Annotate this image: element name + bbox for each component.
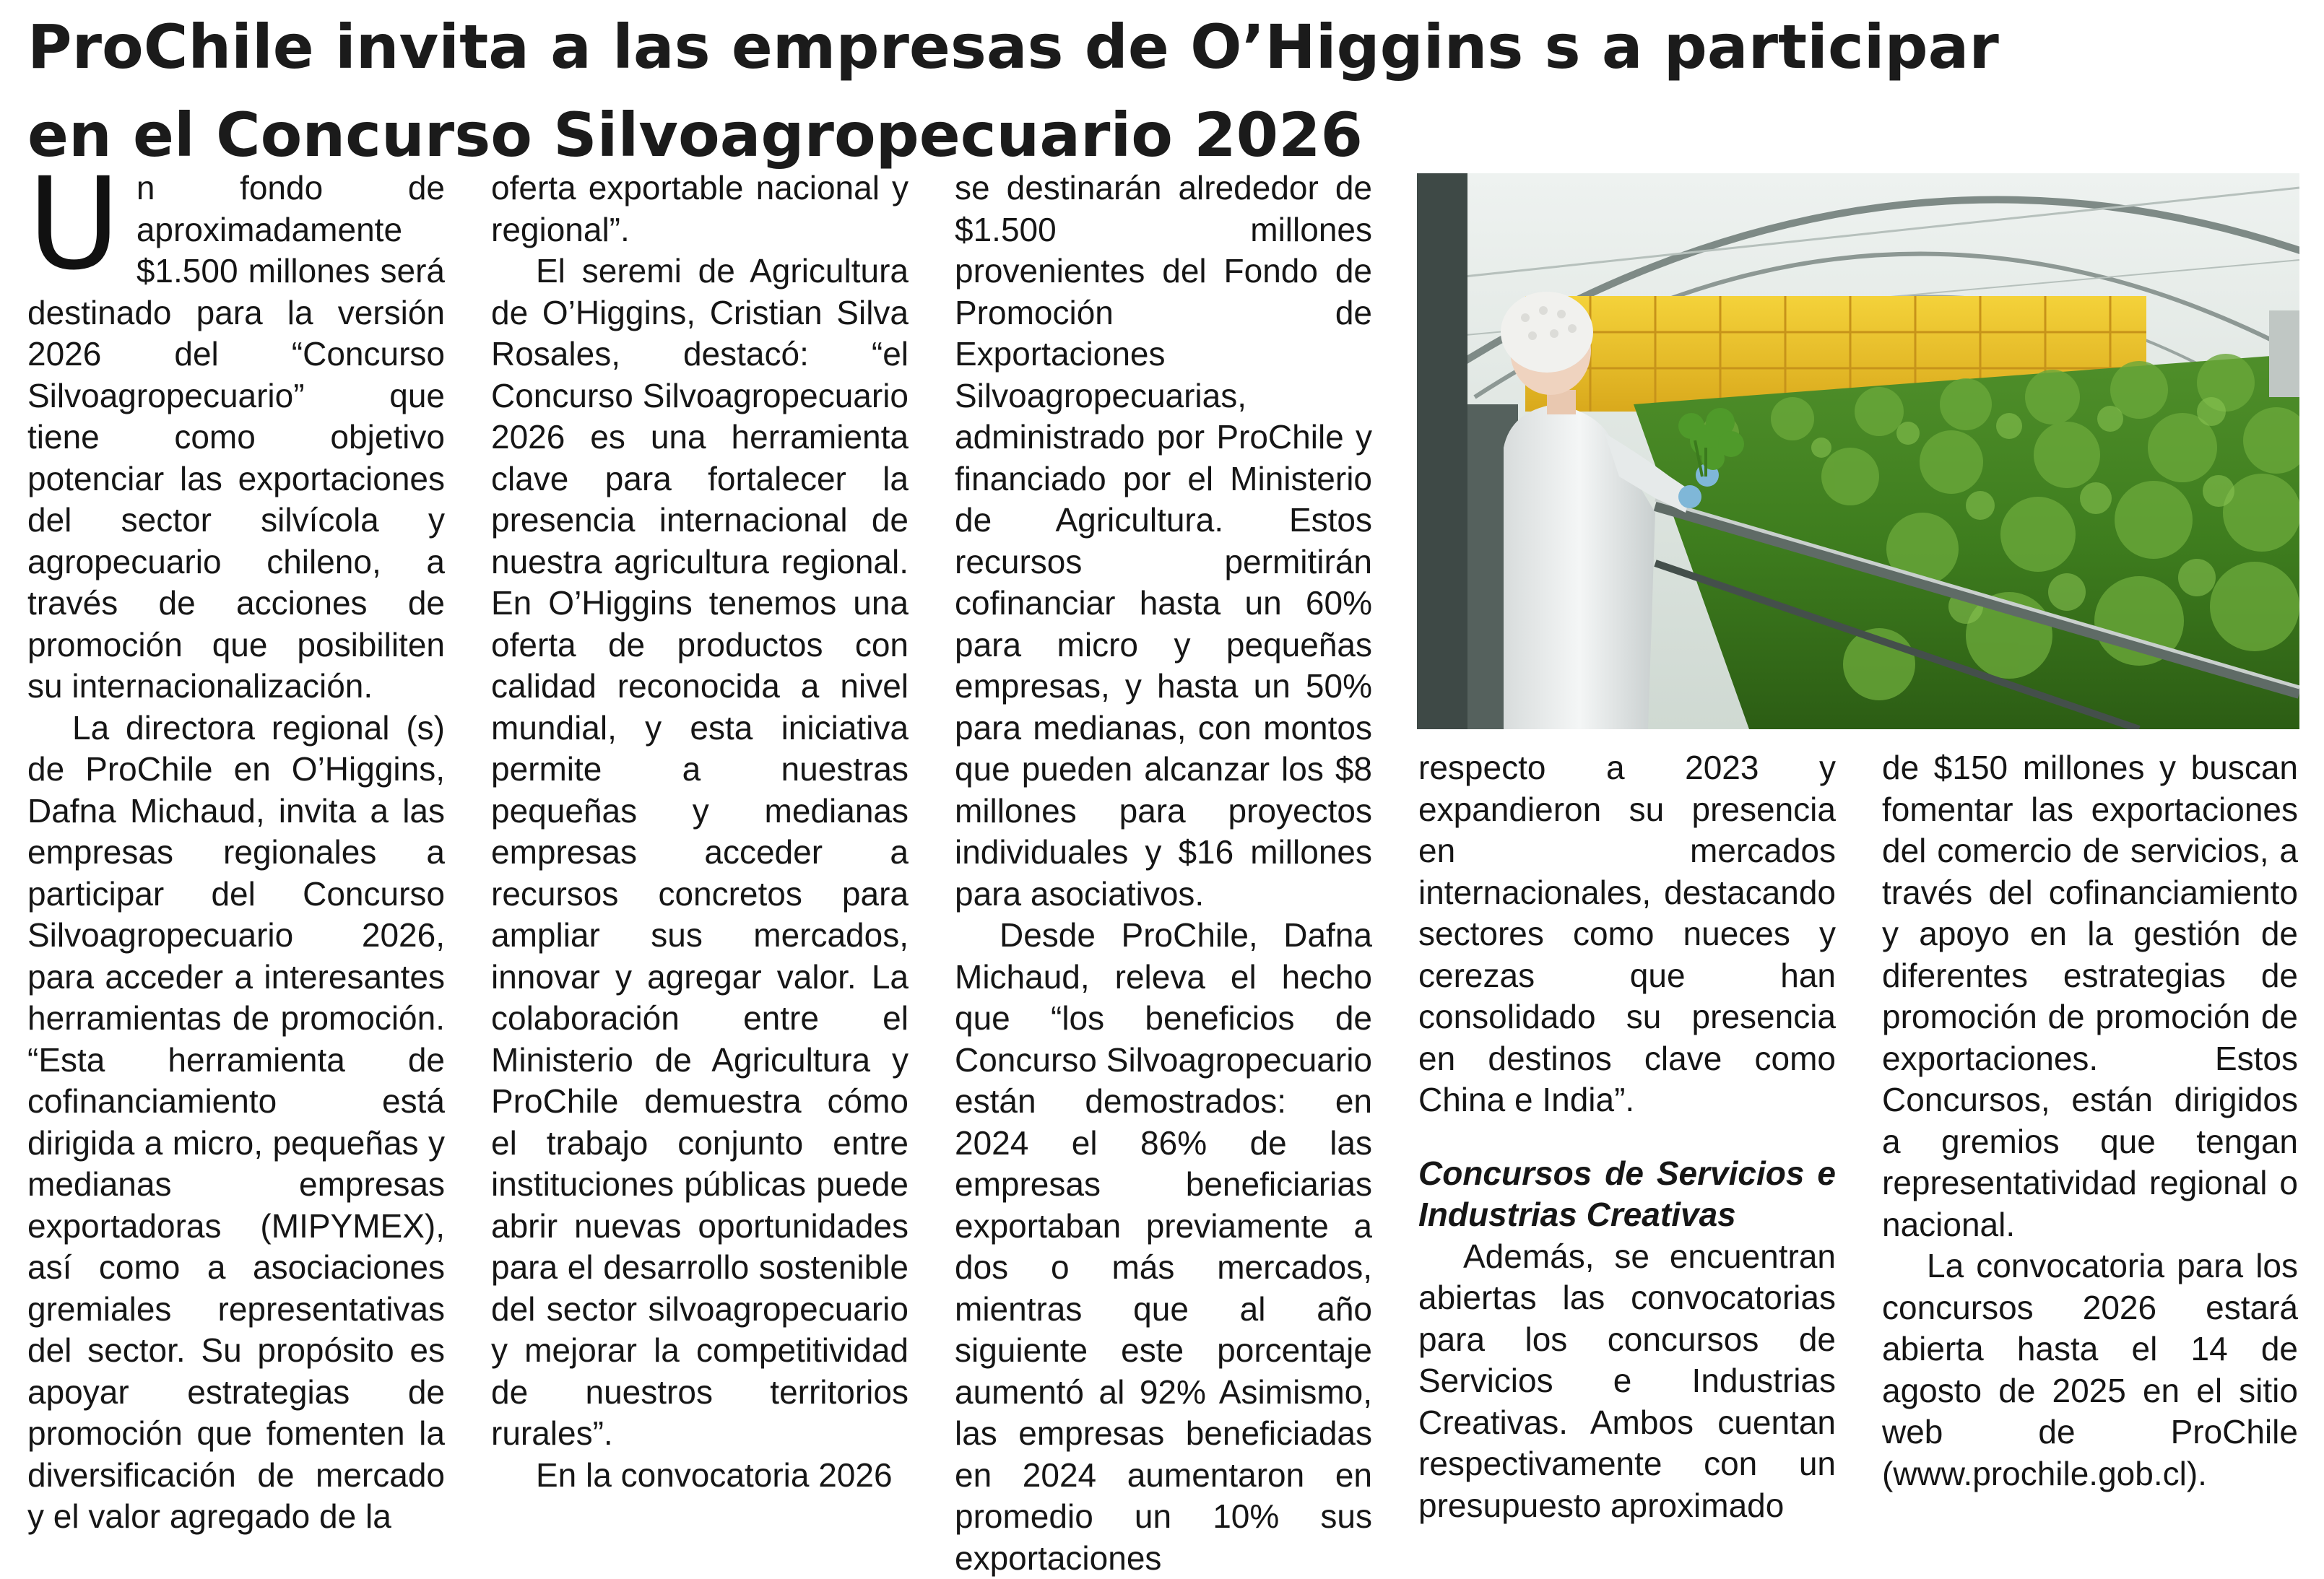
greenhouse-photo [1417,173,2299,729]
paragraph: En la convocatoria 2026 [536,1456,893,1494]
paragraph: Desde ProChile, Dafna Michaud, releva el hecho que “los beneficios de Concurso Silvoagropecuario están demostrados: en 2024 el 86% de las empresas beneficiarias exportaban previamente a dos o más mercados, mientras que al año siguiente este porcentaje aumentó al 92% Asimismo, las empresas beneficiadas en 2024 aumentaron en promedio un 10% sus exportaciones [955,916,1372,1577]
paragraph [27,150,445,708]
text-column-5 [1882,747,2298,1495]
headline-line-1: ProChile invita a las empresas de O’Higgins s a participar [27,12,1999,82]
drop-cap: U [27,150,121,298]
text-column-3 [955,168,1372,1579]
paragraph: La directora regional (s) de ProChile en O’Higgins, Dafna Michaud, invita a las empresas regionales a participar del Concurso Silvoagropecuario 2026, para acceder a interesantes herramientas de promoción. “Esta herramienta de cofinanciamiento está dirigida a micro, pequeñas y medianas empresas exportadoras (MIPYMEX), así como a asociaciones gremiales representativas del sector. Su propósito es apoyar estrategias de promoción que fomenten la diversificación de mercado y el valor agregado de la [27,708,445,1535]
section-subheading: Concursos de Servicios e Industrias Creativas [1418,1154,1836,1233]
paragraph: oferta exportable nacional y regional”. [491,169,909,248]
text-column-2 [491,168,909,1496]
paragraph: Además, se encuentran abiertas las convocatorias para los concursos de Servicios e Industrias Creativas. Ambos cuentan respectivamente con un presupuesto aproximado [1418,1237,1836,1524]
paragraph-text: n fondo de aproximadamente $1.500 millones será destinado para la versión 2026 del “Concurso Silvoagropecuario” que tiene como objetivo potenciar las exportaciones del sector silvícola y agropecuario chileno, a través de acciones de promoción que posibiliten su internacionalización. [27,169,445,705]
paragraph: se destinarán alrededor de $1.500 millones provenientes del Fondo de Promoción de Exportaciones Silvoagropecuarias, administrado por ProChile y financiado por el Ministerio de Agricultura. Estos recursos permitirán cofinanciar hasta un 60% para micro y pequeñas empresas, y hasta un 50% para medianas, con montos que pueden alcanzar los $8 millones para proyectos individuales y $16 millones para asociativos. [955,169,1372,913]
paragraph: El seremi de Agricultura de O’Higgins, Cristian Silva Rosales, destacó: “el Concurso Silvoagropecuario 2026 es una herramienta clave para fortalecer la presencia internacional de nuestra agricultura regional. En O’Higgins tenemos una oferta de productos con calidad reconocida a nivel mundial, y esta iniciativa permite a nuestras pequeñas y medianas empresas acceder a recursos concretos para ampliar sus mercados, innovar y agregar valor. La colaboración entre el Ministerio de Agricultura y ProChile demuestra cómo el trabajo conjunto entre instituciones públicas puede abrir nuevas oportunidades para el desarrollo sostenible del sector silvoagropecuario y mejorar la competitividad de nuestros territorios rurales”. [491,252,909,1452]
paragraph: respecto a 2023 y expandieron su presencia en mercados internacionales, destacando sectores como nueces y cerezas que han consolidado su presencia en destinos clave como China e India”. [1418,749,1836,1118]
greenhouse-illustration [1417,173,2299,729]
article-headline [27,3,1999,179]
paragraph: de $150 millones y buscan fomentar las exportaciones del comercio de servicios, a través del cofinanciamiento y apoyo en la gestión de diferentes estrategias de promoción de promoción de exportaciones. Estos Concursos, están dirigidos a gremios que tengan representatividad regional o nacional. [1882,749,2298,1243]
text-column-4 [1418,747,1836,1526]
headline-line-2: en el Concurso Silvoagropecuario 2026 [27,100,1363,170]
paragraph: La convocatoria para los concursos 2026 estará abierta hasta el 14 de agosto de 2025 en el sitio web de ProChile (www.prochile.gob.cl). [1882,1247,2298,1492]
text-column-1 [27,150,445,1538]
